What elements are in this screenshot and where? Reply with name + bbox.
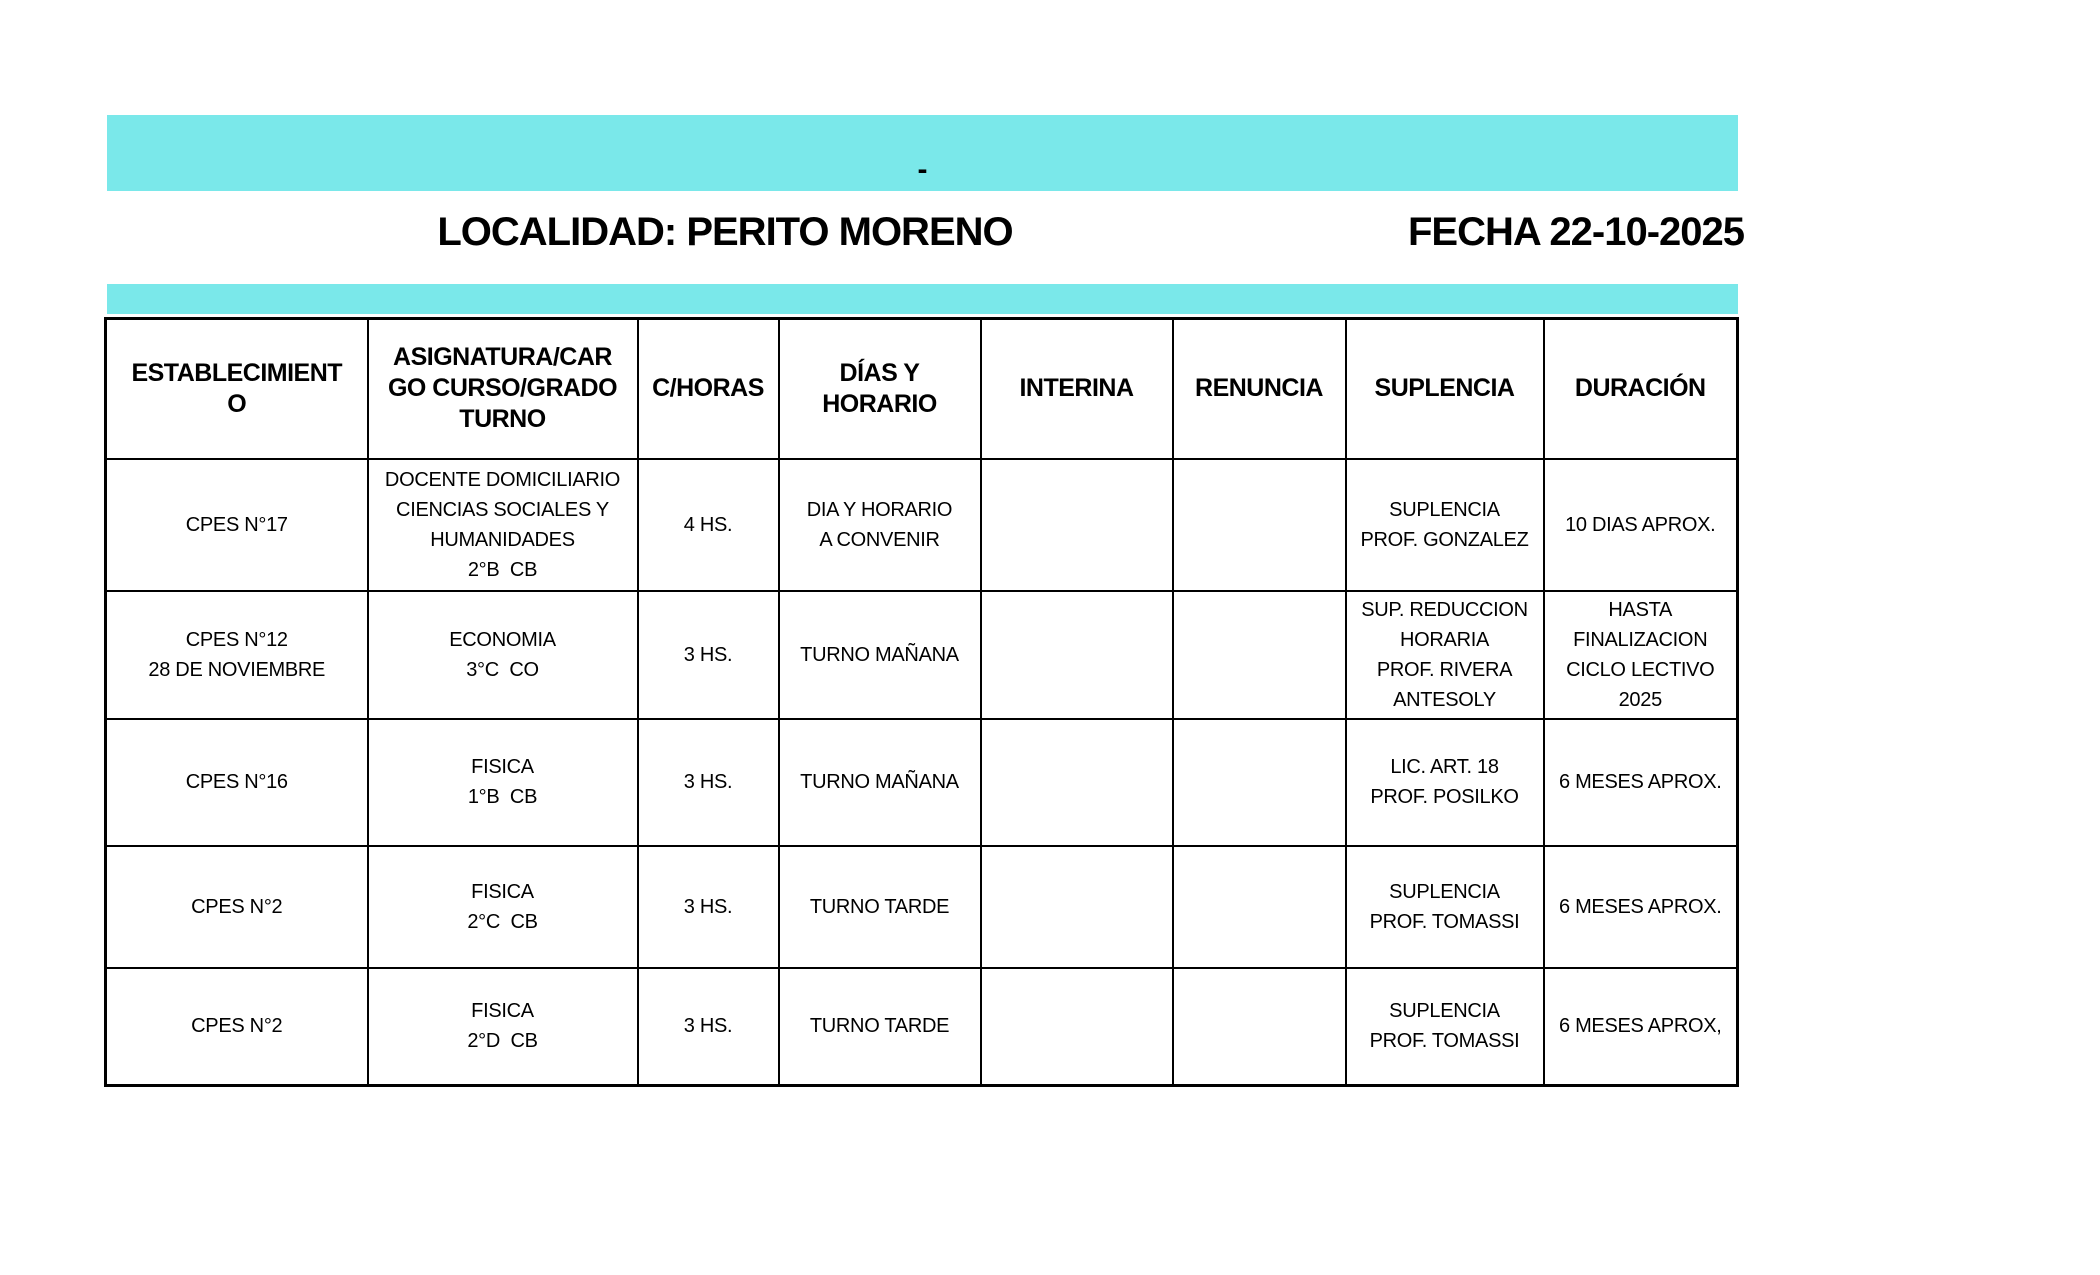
cell-establecimiento: [106, 968, 368, 1086]
cell-suplencia: [1346, 591, 1544, 719]
cell-text-line: TURNO TARDE: [809, 895, 950, 918]
cell-asignatura: [368, 846, 638, 968]
cell-text-line: FINALIZACION: [1573, 628, 1708, 651]
cell-text-line: PROF. POSILKO: [1370, 786, 1519, 808]
cell-text-line: PROF. RIVERA: [1376, 658, 1513, 681]
cell-text-line: CPES N°2: [191, 895, 283, 918]
cell-establecimiento: [106, 846, 368, 968]
cell-text-line: SUPLENCIA: [1389, 1000, 1500, 1023]
cell-text-line: TURNO TARDE: [809, 1015, 950, 1038]
cell-text-line: CPES N°2: [191, 1015, 283, 1038]
postings-table: [104, 317, 1739, 1087]
cell-text-line: ESTABLECIMIENT: [131, 358, 343, 387]
top-banner-dash: -: [917, 153, 928, 186]
cell-duracion: [1544, 719, 1738, 846]
cell-text-line: 1°B CB: [467, 786, 538, 808]
cell-renuncia: [1173, 719, 1346, 846]
cell-c_horas: [638, 968, 779, 1086]
table-row: [106, 968, 1738, 1086]
cell-establecimiento: [106, 719, 368, 846]
cell-suplencia: [1346, 719, 1544, 846]
cell-text-line: 10 DIAS APROX.: [1565, 513, 1716, 536]
cell-duracion: [1544, 591, 1738, 719]
cell-text-line: 2°D CB: [467, 1030, 538, 1053]
cell-asignatura: [368, 719, 638, 846]
cell-text-line: CPES N°16: [185, 771, 288, 793]
table-row: [106, 591, 1738, 719]
cell-text-line: HUMANIDADES: [430, 528, 575, 551]
cell-establecimiento: [106, 591, 368, 719]
cell-text-line: LIC. ART. 18: [1390, 756, 1499, 778]
cell-text-line: SUPLENCIA: [1374, 374, 1515, 403]
cell-text-line: SUP. REDUCCION: [1361, 598, 1528, 621]
cell-c_horas: [638, 459, 779, 591]
cell-text-line: CPES N°12: [185, 628, 288, 651]
cell-text-line: INTERINA: [1019, 374, 1134, 403]
cell-text-line: SUPLENCIA: [1389, 498, 1500, 521]
cell-suplencia: [1346, 846, 1544, 968]
cell-text-line: TURNO: [459, 405, 546, 434]
cell-dias_horario: [779, 846, 981, 968]
cell-text-line: ASIGNATURA/CAR: [393, 343, 612, 372]
cell-suplencia: [1346, 459, 1544, 591]
cell-text-line: 3 HS.: [683, 1015, 733, 1038]
cell-suplencia: [1346, 968, 1544, 1086]
column-header-establecimiento: [106, 319, 368, 459]
cell-c_horas: [638, 719, 779, 846]
cell-interina: [981, 459, 1173, 591]
table-body: [106, 459, 1738, 1086]
cell-text-line: 6 MESES APROX.: [1558, 771, 1722, 793]
cell-text-line: TURNO MAÑANA: [800, 643, 959, 666]
cell-text-line: 3°C CO: [466, 658, 539, 681]
cell-text-line: CPES N°17: [185, 513, 288, 536]
cell-text-line: PROF. GONZALEZ: [1360, 528, 1529, 551]
cell-text-line: DURACIÓN: [1574, 374, 1706, 403]
cell-text-line: HASTA: [1608, 598, 1673, 621]
cell-interina: [981, 719, 1173, 846]
cell-duracion: [1544, 846, 1738, 968]
cell-text-line: O: [227, 389, 247, 418]
top-banner: [107, 115, 1738, 191]
cell-text-line: DIA Y HORARIO: [806, 498, 953, 521]
cell-dias_horario: [779, 719, 981, 846]
cell-text-line: FISICA: [471, 756, 534, 778]
cell-text-line: 4 HS.: [683, 513, 733, 536]
cell-text-line: 3 HS.: [683, 643, 733, 666]
cell-asignatura: [368, 591, 638, 719]
cell-asignatura: [368, 968, 638, 1086]
cell-interina: [981, 846, 1173, 968]
cell-text-line: ANTESOLY: [1393, 688, 1496, 711]
cell-text-line: DOCENTE DOMICILIARIO: [384, 468, 621, 491]
cell-text-line: GO CURSO/GRADO: [387, 374, 618, 403]
cell-establecimiento: [106, 459, 368, 591]
column-header-asignatura: [368, 319, 638, 459]
column-header-c_horas: [638, 319, 779, 459]
cell-text-line: 6 MESES APROX.: [1558, 895, 1722, 918]
cell-c_horas: [638, 591, 779, 719]
cell-text-line: HORARIO: [822, 389, 937, 418]
cell-text-line: HORARIA: [1399, 628, 1490, 651]
cell-dias_horario: [779, 459, 981, 591]
cell-text-line: PROF. TOMASSI: [1369, 910, 1520, 933]
cell-text-line: 2025: [1618, 688, 1662, 711]
fecha-title: FECHA 22-10-2025: [1407, 210, 1744, 254]
cell-text-line: 3 HS.: [683, 771, 733, 793]
cell-text-line: A CONVENIR: [819, 528, 940, 551]
cell-text-line: PROF. TOMASSI: [1369, 1030, 1520, 1053]
cell-text-line: 6 MESES APROX,: [1558, 1015, 1722, 1038]
divider-banner: [107, 284, 1738, 314]
cell-text-line: FISICA: [471, 1000, 534, 1023]
cell-interina: [981, 968, 1173, 1086]
cell-renuncia: [1173, 459, 1346, 591]
cell-text-line: ECONOMIA: [449, 628, 556, 651]
cell-text-line: FISICA: [471, 880, 534, 903]
cell-c_horas: [638, 846, 779, 968]
column-header-suplencia: [1346, 319, 1544, 459]
cell-text-line: 28 DE NOVIEMBRE: [148, 658, 326, 681]
cell-interina: [981, 591, 1173, 719]
column-header-duracion: [1544, 319, 1738, 459]
localidad-title: LOCALIDAD: PERITO MORENO: [437, 210, 1013, 254]
table-row: [106, 846, 1738, 968]
cell-text-line: DÍAS Y: [839, 358, 920, 387]
cell-duracion: [1544, 968, 1738, 1086]
cell-duracion: [1544, 459, 1738, 591]
cell-text-line: CIENCIAS SOCIALES Y: [396, 498, 609, 521]
cell-text-line: TURNO MAÑANA: [800, 771, 959, 793]
cell-renuncia: [1173, 591, 1346, 719]
column-header-renuncia: [1173, 319, 1346, 459]
cell-text-line: RENUNCIA: [1195, 374, 1323, 403]
table-header-row: [106, 319, 1738, 459]
column-header-interina: [981, 319, 1173, 459]
cell-dias_horario: [779, 968, 981, 1086]
cell-text-line: CICLO LECTIVO: [1566, 658, 1715, 681]
cell-text-line: C/HORAS: [652, 374, 764, 403]
cell-renuncia: [1173, 968, 1346, 1086]
cell-asignatura: [368, 459, 638, 591]
table-row: [106, 719, 1738, 846]
column-header-dias_horario: [779, 319, 981, 459]
cell-text-line: SUPLENCIA: [1389, 880, 1500, 903]
cell-dias_horario: [779, 591, 981, 719]
cell-text-line: 3 HS.: [683, 895, 733, 918]
cell-text-line: 2°B CB: [467, 558, 538, 581]
cell-renuncia: [1173, 846, 1346, 968]
cell-text-line: 2°C CB: [467, 910, 538, 933]
table-row: [106, 459, 1738, 591]
